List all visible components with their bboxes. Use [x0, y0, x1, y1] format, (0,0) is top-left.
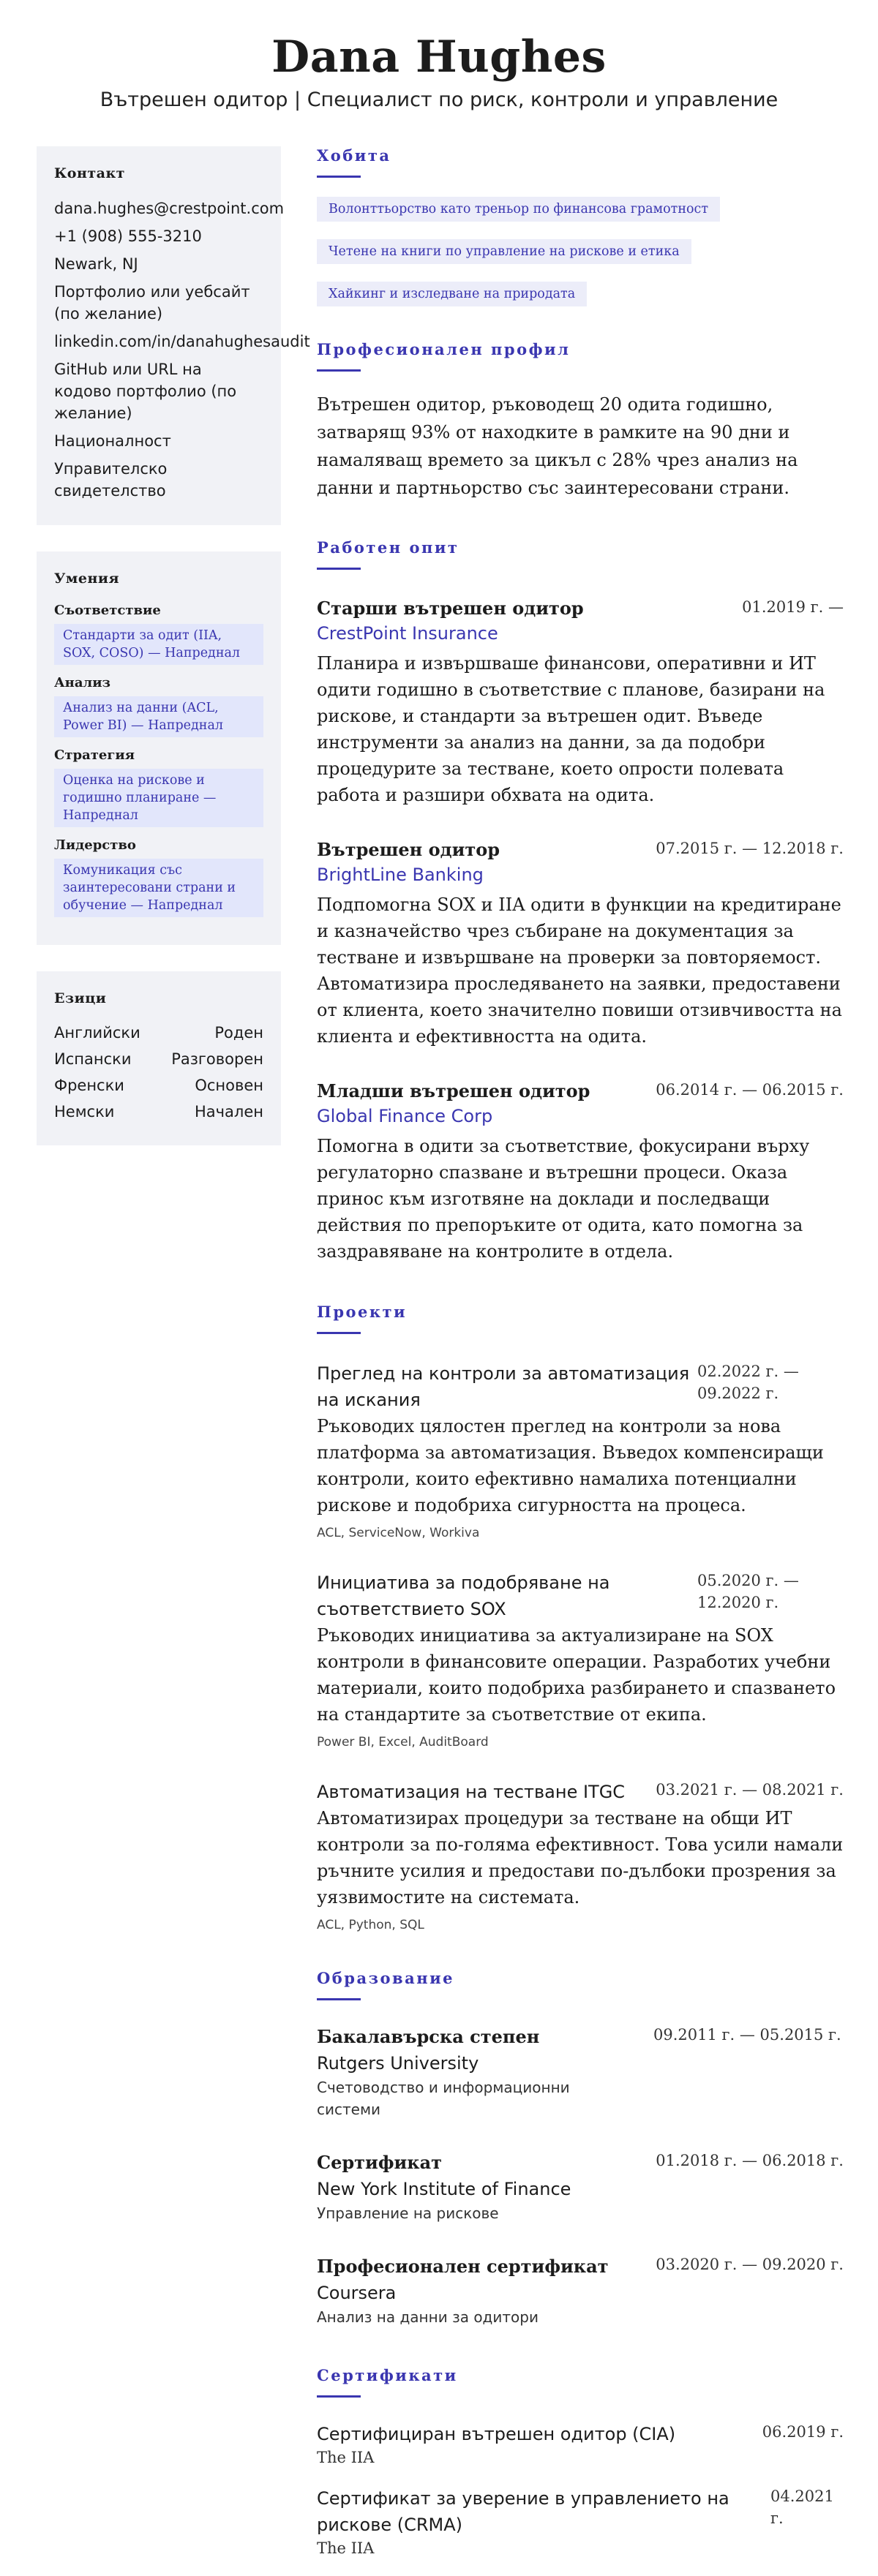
language-row — [54, 1101, 263, 1122]
language-level: Основен — [195, 1077, 263, 1094]
institution: Rutgers University — [317, 2053, 479, 2074]
headline: Вътрешен одитор | Специалист по риск, контроли и управление — [100, 88, 778, 111]
education-section — [317, 1969, 844, 2328]
nationality-text: Националност — [54, 432, 171, 450]
field-of-study: Управление на рискове — [317, 2204, 499, 2222]
education-entry — [317, 2253, 844, 2328]
experience-title: Работен опит — [317, 538, 459, 557]
skill-group — [54, 603, 263, 665]
education-entry — [317, 2024, 844, 2120]
profile-text: Вътрешен одитор, ръководещ 20 одита годишно, затварящ 93% от находките в рамките на 90 дни и намаляващ времето за цикъл с 28% чрез анализ на данни и партньорство със заинтересовани страни. — [317, 394, 798, 498]
certificates-section — [317, 2366, 844, 2558]
skill-group — [54, 837, 263, 917]
contact-title: Контакт — [54, 165, 125, 181]
skill-category: Лидерство — [54, 837, 136, 853]
certificate-date: 04.2021 г. — [770, 2488, 834, 2527]
project-dates: 02.2022 г. — 09.2022 г. — [697, 1363, 799, 1402]
skill-category: Съответствие — [54, 603, 161, 618]
job-description: Помогна в одити за съответствие, фокусирани върху регулаторно спазване и вътрешни процеси. Оказа принос към изготвяне на доклади и последващи действия по препоръките от одита, като помогна за заздравяване на контролите в отдела. — [317, 1136, 810, 1262]
language-name: Испански — [54, 1050, 132, 1068]
section-divider — [317, 176, 361, 178]
job-company: CrestPoint Insurance — [317, 623, 498, 644]
github-text: GitHub или URL на кодово портфолио (по желание) — [54, 361, 237, 422]
languages-title: Езици — [54, 990, 107, 1006]
skills-title: Умения — [54, 570, 120, 587]
language-name: Немски — [54, 1103, 115, 1121]
degree: Бакалавърска степен — [317, 2026, 540, 2047]
project-name: Инициатива за подобряване на съответствието SOX — [317, 1573, 610, 1619]
project-entry — [317, 1570, 844, 1751]
job-entry — [317, 1079, 844, 1265]
degree: Професионален сертификат — [317, 2256, 609, 2277]
section-divider — [317, 1332, 361, 1334]
hobby-tag: Волонттьорство като треньор по финансова грамотност — [317, 197, 720, 222]
profile-section — [317, 340, 844, 502]
project-entry — [317, 1360, 844, 1542]
language-row — [54, 1075, 263, 1096]
language-level: Разговорен — [171, 1050, 263, 1068]
hobby-tag: Четене на книги по управление на рискове и етика — [317, 239, 691, 264]
portfolio-text: Портфолио или уебсайт (по желание) — [54, 283, 250, 323]
project-tech: ACL, ServiceNow, Workiva — [317, 1526, 480, 1540]
email-text: dana.hughes@crestpoint.com — [54, 200, 285, 217]
institution: New York Institute of Finance — [317, 2179, 571, 2199]
project-entry — [317, 1779, 844, 1934]
project-name: Преглед на контроли за автоматизация на искания — [317, 1363, 690, 1410]
experience-section — [317, 538, 844, 1265]
job-dates: 01.2019 г. — — [742, 598, 844, 616]
languages-card — [37, 971, 281, 1145]
skill-tag: Стандарти за одит (IIA, SOX, COSO) — Напреднал — [54, 624, 263, 665]
skill-tag: Анализ на данни (ACL, Power BI) — Напреднал — [54, 696, 263, 737]
education-title: Образование — [317, 1969, 455, 1987]
phone-text: +1 (908) 555-3210 — [54, 227, 202, 245]
education-dates: 09.2011 г. — 05.2015 г. — [653, 2026, 841, 2044]
skills-card — [37, 551, 281, 945]
license-text: Управителско свидетелство — [54, 460, 168, 500]
job-entry — [317, 596, 844, 808]
job-role: Вътрешен одитор — [317, 839, 500, 860]
hobbies-title: Хобита — [317, 146, 391, 165]
certificate-entry — [317, 2421, 844, 2468]
skill-tag: Комуникация със заинтересовани страни и обучение — Напреднал — [54, 859, 263, 917]
language-row — [54, 1049, 263, 1069]
resume-header — [0, 0, 878, 113]
skill-group — [54, 675, 263, 737]
skill-group — [54, 747, 263, 827]
contact-card — [37, 146, 310, 525]
job-entry — [317, 837, 844, 1050]
job-role: Младши вътрешен одитор — [317, 1080, 590, 1101]
education-dates: 01.2018 г. — 06.2018 г. — [656, 2152, 844, 2169]
language-name: Френски — [54, 1077, 124, 1094]
education-dates: 03.2020 г. — 09.2020 г. — [656, 2256, 844, 2273]
job-description: Подпомогна SOX и IIA одити в функции на кредитиране и казначейство чрез събиране на документация за тестване и извършване на проверки за повторяемост. Автоматизира проследяването на заявки, предоставени от клиента, което значително повиши отзивчивостта на клиента и ефективността на одита. — [317, 895, 842, 1047]
job-role: Старши вътрешен одитор — [317, 598, 584, 619]
skill-tag: Оценка на рискове и годишно планиране — Напреднал — [54, 769, 263, 827]
skill-category: Стратегия — [54, 747, 135, 763]
profile-title: Професионален профил — [317, 340, 571, 358]
project-description: Ръководих инициатива за актуализиране на SOX контроли в финансовите операции. Разработих учебни материали, които подобриха разбирането и спазването на стандартите за съответствие от екипа. — [317, 1625, 836, 1725]
project-description: Автоматизирах процедури за тестване на общи ИТ контроли за по-голяма ефективност. Това усили намали ръчните усилия и предостави по-дълбоки прозрения за уязвимостите на системата. — [317, 1808, 844, 1907]
job-company: BrightLine Banking — [317, 865, 484, 885]
project-description: Ръководих цялостен преглед на контроли за нова платформа за автоматизация. Въведох компенсиращи контроли, които ефективно намалиха потенциални рискове и подобриха сигурността на процеса. — [317, 1416, 824, 1515]
person-name: Dana Hughes — [271, 31, 607, 83]
language-level: Начален — [194, 1103, 263, 1121]
section-divider — [317, 568, 361, 570]
linkedin-text: linkedin.com/in/danahughesaudit — [54, 333, 310, 350]
section-divider — [317, 369, 361, 372]
certificate-name: Сертифициран вътрешен одитор (CIA) — [317, 2424, 676, 2444]
job-description: Планира и извършваше финансови, оперативни и ИТ одити годишно в съответствие с планове, базирани на рискове, и стандарти за вътрешен одит. Въведе инструменти за анализ на данни, за да подобри процедурите за тестване, което опрости полевата работа и разшири обхвата на одита. — [317, 653, 825, 805]
hobby-tag: Хайкинг и изследване на природата — [317, 282, 587, 306]
certificate-issuer: The IIA — [317, 2449, 375, 2466]
job-dates: 06.2014 г. — 06.2015 г. — [656, 1081, 844, 1099]
skill-category: Анализ — [54, 675, 111, 690]
main-column — [317, 146, 844, 2576]
section-divider — [317, 2395, 361, 2398]
location-text: Newark, NJ — [54, 255, 138, 273]
projects-section — [317, 1303, 844, 1934]
certificates-title: Сертификати — [317, 2366, 458, 2384]
institution: Coursera — [317, 2283, 397, 2303]
certificate-date: 06.2019 г. — [762, 2423, 844, 2441]
certificate-entry — [317, 2485, 844, 2558]
certificate-name: Сертификат за уверение в управлението на рискове (CRMA) — [317, 2488, 729, 2535]
language-level: Роден — [214, 1024, 263, 1042]
job-dates: 07.2015 г. — 12.2018 г. — [656, 840, 844, 857]
project-dates: 03.2021 г. — 08.2021 г. — [656, 1781, 844, 1799]
project-name: Автоматизация на тестване ITGC — [317, 1782, 626, 1802]
projects-title: Проекти — [317, 1303, 408, 1321]
education-entry — [317, 2150, 844, 2224]
project-tech: ACL, Python, SQL — [317, 1918, 424, 1932]
project-tech: Power BI, Excel, AuditBoard — [317, 1735, 489, 1750]
project-dates: 05.2020 г. — 12.2020 г. — [697, 1572, 799, 1611]
job-company: Global Finance Corp — [317, 1106, 493, 1126]
degree: Сертификат — [317, 2152, 443, 2173]
field-of-study: Счетоводство и информационни системи — [317, 2079, 570, 2118]
language-name: Английски — [54, 1024, 140, 1042]
certificate-issuer: The IIA — [317, 2539, 375, 2557]
sidebar — [37, 146, 310, 1172]
language-row — [54, 1023, 263, 1043]
hobbies-section — [317, 146, 844, 324]
field-of-study: Анализ на данни за одитори — [317, 2308, 539, 2326]
section-divider — [317, 1998, 361, 2000]
